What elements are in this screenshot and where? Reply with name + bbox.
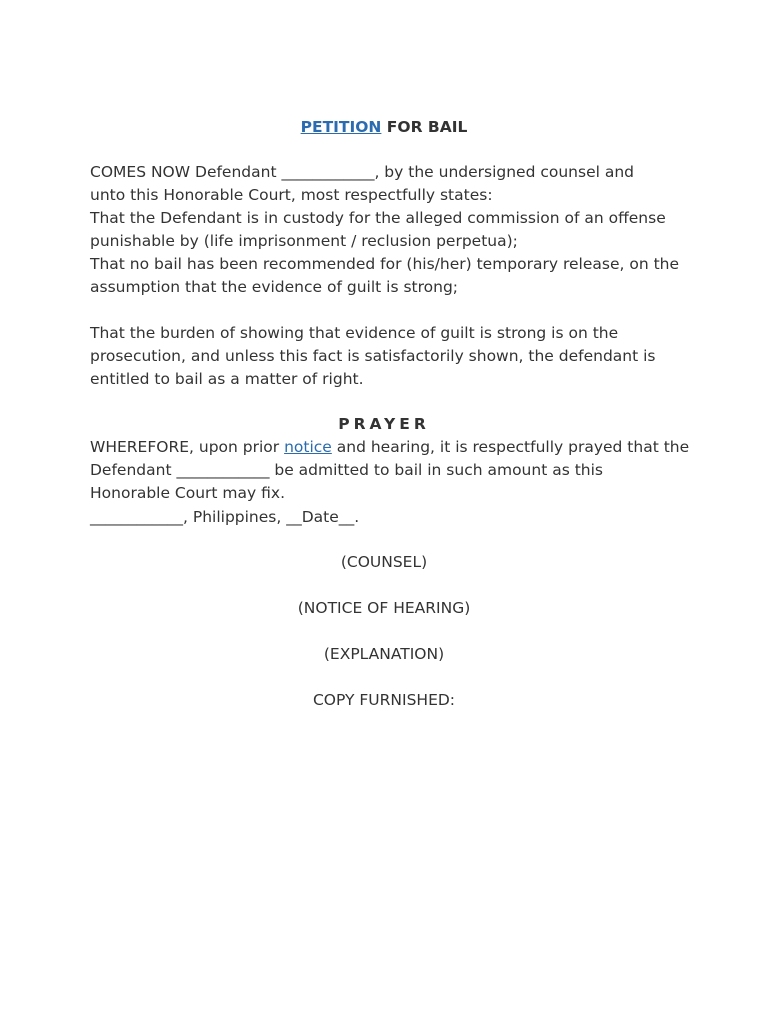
wherefore-suffix: and hearing, it is respectfully prayed that the [331, 438, 690, 456]
petition-link[interactable]: PETITION [300, 118, 382, 136]
text-line: Defendant ____________ be admitted to bail in such amount as this [90, 461, 603, 479]
text-line: That no bail has been recommended for (his/her) temporary release, on the [90, 255, 680, 273]
text-line: prosecution, and unless this fact is satisfactorily shown, the defendant is [90, 347, 656, 365]
text-line: That the Defendant is in custody for the alleged commission of an offense [90, 209, 666, 227]
text-line: Honorable Court may fix. [90, 484, 285, 502]
counsel-label: (COUNSEL) [340, 553, 428, 571]
copy-furnished-label: COPY FURNISHED: [312, 691, 456, 709]
text-line: COMES NOW Defendant ____________, by the undersigned counsel and [90, 163, 635, 181]
title-rest: FOR BAIL [381, 118, 468, 136]
wherefore-prefix: WHEREFORE, upon prior [90, 438, 285, 456]
text-line: unto this Honorable Court, most respectfully states: [90, 186, 493, 204]
text-line [90, 436, 690, 459]
explanation-label: (EXPLANATION) [323, 645, 445, 663]
text-line: ____________, Philippines, __Date__. [90, 508, 360, 526]
text-line: entitled to bail as a matter of right. [90, 370, 364, 388]
notice-link[interactable]: notice [284, 438, 332, 456]
paragraph-burden [90, 322, 690, 391]
notice-of-hearing-label: (NOTICE OF HEARING) [297, 599, 471, 617]
paragraph-comes-now [90, 161, 690, 299]
prayer-heading: PRAYER [338, 415, 430, 433]
text-line: That the burden of showing that evidence of guilt is strong is on the [90, 324, 619, 342]
document-title [0, 116, 768, 139]
text-line: punishable by (life imprisonment / reclusion perpetua); [90, 232, 518, 250]
place-date-line [90, 506, 690, 529]
text-line: assumption that the evidence of guilt is strong; [90, 278, 459, 296]
paragraph-wherefore [90, 436, 690, 505]
